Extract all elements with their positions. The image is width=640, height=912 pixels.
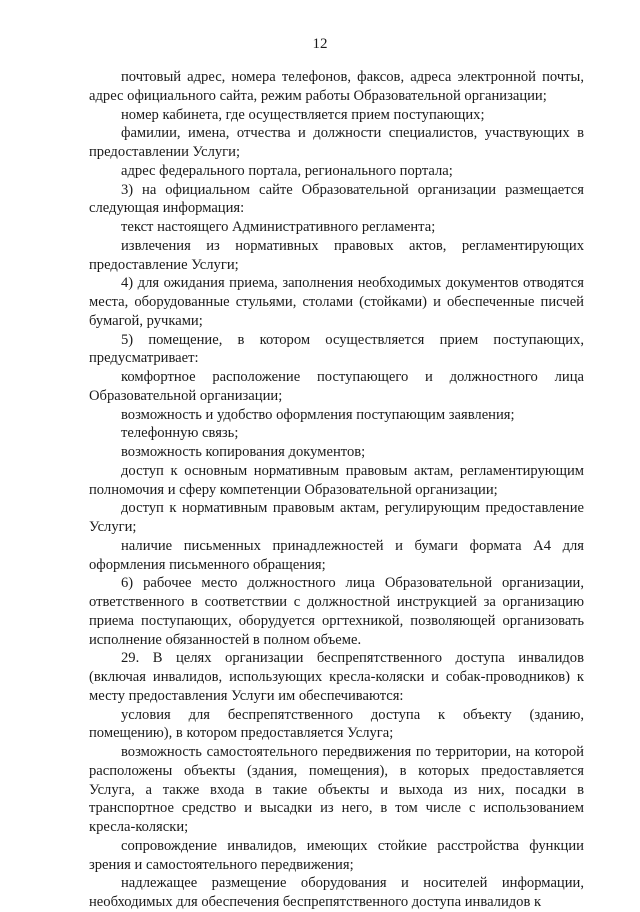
paragraph: номер кабинета, где осуществляется прием поступающих; bbox=[121, 106, 485, 123]
paragraph: возможность самостоятельного передвижения по территории, на которой расположены объекты (здания, помещения), в которых предоставляется Услуга, а также входа в такие объекты и выхода из них, посадки в транспортное средство и высадки из него, в том числе с использованием кресла-коляски; bbox=[89, 744, 584, 835]
paragraph: телефонную связь; bbox=[121, 425, 239, 442]
paragraph: возможность копирования документов; bbox=[121, 444, 366, 460]
paragraph: адрес федерального портала, регионального портала; bbox=[121, 162, 453, 179]
paragraph: извлечения из нормативных правовых актов, регламентирующих предоставление Услуги; bbox=[89, 237, 584, 273]
body-text bbox=[89, 68, 584, 912]
page-number: 12 bbox=[312, 36, 328, 52]
paragraph: 29. В целях организации беспрепятственного доступа инвалидов (включая инвалидов, использующих кресла-коляски и собак-проводников) к месту предоставления Услуги им обеспечиваются: bbox=[89, 650, 584, 704]
paragraph: надлежащее размещение оборудования и носителей информации, необходимых для обеспечения беспрепятственного доступа инвалидов к bbox=[89, 875, 584, 910]
paragraph: 6) рабочее место должностного лица Образовательной организации, ответственного в соответствии с должностной инструкцией за организацию приема поступающих, оборудуется оргтехникой, позволяющей организовать исполнение обязанностей в полном объеме. bbox=[89, 575, 584, 648]
paragraph: текст настоящего Административного регламента; bbox=[121, 219, 436, 235]
paragraph: 4) для ожидания приема, заполнения необходимых документов отводятся места, оборудованные стульями, столами (стойками) и обеспеченные писчей бумагой, ручками; bbox=[89, 275, 584, 329]
paragraph: наличие письменных принадлежностей и бумаги формата А4 для оформления письменного обращения; bbox=[89, 537, 584, 573]
paragraph: доступ к нормативным правовым актам, регулирующим предоставление Услуги; bbox=[89, 500, 584, 535]
paragraph: фамилии, имена, отчества и должности специалистов, участвующих в предоставлении Услуги; bbox=[89, 125, 584, 160]
paragraph: почтовый адрес, номера телефонов, факсов, адреса электронной почты, адрес официального сайта, режим работы Образовательной организации; bbox=[89, 69, 584, 104]
paragraph: доступ к основным нормативным правовым актам, регламентирующим полномочия и сферу компетенции Образовательной организации; bbox=[89, 462, 584, 498]
paragraph: комфортное расположение поступающего и должностного лица Образовательной организации; bbox=[89, 369, 584, 404]
paragraph: возможность и удобство оформления поступающим заявления; bbox=[121, 406, 515, 423]
paragraph: сопровождение инвалидов, имеющих стойкие расстройства функции зрения и самостоятельного передвижения; bbox=[89, 837, 584, 873]
paragraph: 5) помещение, в котором осуществляется прием поступающих, предусматривает: bbox=[89, 331, 584, 367]
paragraph: условия для беспрепятственного доступа к объекту (зданию, помещению), в котором предоставляется Услуга; bbox=[89, 706, 584, 742]
paragraph: 3) на официальном сайте Образовательной организации размещается следующая информация: bbox=[89, 181, 584, 217]
